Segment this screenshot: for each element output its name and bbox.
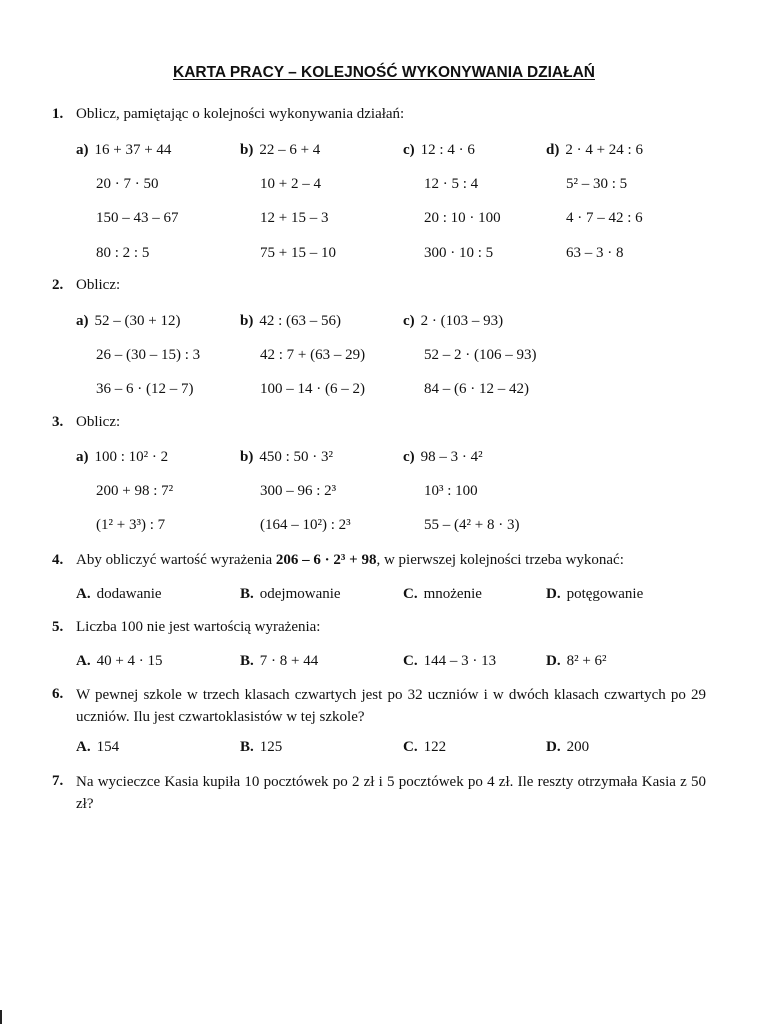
option-label: b)	[240, 313, 254, 329]
expression: 100 : 10² · 2	[94, 449, 169, 465]
option-label: a)	[76, 313, 89, 329]
expression: 2 · (103 – 93)	[420, 313, 504, 329]
expression: 36 – 6 · (12 – 7)	[96, 381, 194, 397]
expression: 300 · 10 : 5	[424, 245, 494, 261]
option-label: B.	[240, 586, 254, 602]
expression: 10 + 2 – 4	[260, 176, 321, 192]
question-number: 3.	[52, 414, 64, 430]
option-text: 40 + 4 · 15	[96, 653, 163, 669]
answer-option-b	[240, 739, 282, 756]
column-d	[546, 142, 643, 159]
option-text: 125	[259, 739, 283, 755]
option-label: A.	[76, 653, 91, 669]
column-a	[76, 313, 180, 330]
option-label: A.	[76, 739, 91, 755]
column-b	[240, 449, 333, 466]
expression: 100 – 14 · (6 – 2)	[260, 381, 365, 397]
answer-option-c	[403, 739, 446, 756]
expression: 42 : (63 – 56)	[259, 313, 342, 329]
expression: 98 – 3 · 4²	[420, 449, 483, 465]
option-text: 8² + 6²	[566, 653, 607, 669]
answer-option-c	[403, 586, 482, 603]
expression: 75 + 15 – 10	[260, 245, 336, 261]
answer-option-b	[240, 653, 318, 670]
column-a	[76, 142, 171, 159]
expression: 150 – 43 – 67	[96, 210, 179, 226]
question-text: Na wycieczce Kasia kupiła 10 pocztówek po 2 zł i 5 pocztówek po 4 zł. Ile reszty otrzymała Kasia z 50 zł?	[76, 774, 706, 812]
expression: 63 – 3 · 8	[566, 245, 624, 261]
answer-option-c	[403, 653, 496, 670]
option-label: C.	[403, 586, 418, 602]
column-c	[403, 449, 483, 466]
expression: 52 – (30 + 12)	[94, 313, 181, 329]
expression: 450 : 50 · 3²	[259, 449, 334, 465]
expression: 12 · 5 : 4	[424, 176, 479, 192]
question-text: Oblicz:	[76, 277, 121, 293]
option-label: D.	[546, 653, 561, 669]
option-label: D.	[546, 586, 561, 602]
option-label: B.	[240, 653, 254, 669]
expression: 22 – 6 + 4	[259, 142, 321, 158]
question-number: 6.	[52, 686, 64, 702]
expression: 16 + 37 + 44	[94, 142, 172, 158]
option-text: 144 – 3 · 13	[423, 653, 497, 669]
option-text: odejmowanie	[259, 586, 341, 602]
question-text-part: , w pierwszej kolejności trzeba wykonać:	[376, 552, 624, 568]
expression: 55 – (4² + 8 · 3)	[424, 517, 520, 533]
answer-option-d	[546, 739, 589, 756]
question-text: Oblicz:	[76, 414, 121, 430]
answer-option-a	[76, 586, 162, 603]
option-text: 154	[96, 739, 120, 755]
expression: (164 – 10²) : 2³	[260, 517, 351, 533]
answer-option-a	[76, 739, 119, 756]
expression: 4 · 7 – 42 : 6	[566, 210, 643, 226]
question-number: 4.	[52, 552, 64, 568]
option-label: d)	[546, 142, 560, 158]
question-text: W pewnej szkole w trzech klasach czwartych jest po 32 uczniów i w dwóch klasach czwartych po 29 uczniów. Ilu jest czwartoklasistów w tej szkole?	[76, 687, 706, 725]
option-label: C.	[403, 653, 418, 669]
expression: 26 – (30 – 15) : 3	[96, 347, 201, 363]
option-text: 7 · 8 + 44	[259, 653, 319, 669]
question-number: 1.	[52, 106, 64, 122]
option-label: D.	[546, 739, 561, 755]
expression: 20 · 7 · 50	[96, 176, 159, 192]
question-text	[76, 552, 624, 569]
option-label: b)	[240, 449, 254, 465]
worksheet-title: KARTA PRACY – KOLEJNOŚĆ WYKONYWANIA DZIAŁAŃ	[173, 64, 595, 81]
column-b	[240, 142, 320, 159]
option-text: 122	[423, 739, 447, 755]
scan-edge-mark	[0, 1010, 2, 1024]
expression: 5² – 30 : 5	[566, 176, 628, 192]
question-number: 7.	[52, 773, 64, 789]
question-number: 5.	[52, 619, 64, 635]
expression: 42 : 7 + (63 – 29)	[260, 347, 366, 363]
expression: 12 : 4 · 6	[420, 142, 475, 158]
column-a	[76, 449, 168, 466]
option-text: 200	[566, 739, 590, 755]
question-text: Oblicz, pamiętając o kolejności wykonywania działań:	[76, 106, 405, 122]
column-c	[403, 142, 475, 159]
answer-option-a	[76, 653, 163, 670]
column-b	[240, 313, 341, 330]
answer-option-d	[546, 653, 607, 670]
option-text: mnożenie	[423, 586, 482, 602]
option-label: c)	[403, 142, 415, 158]
expression: 10³ : 100	[424, 483, 478, 499]
option-label: a)	[76, 142, 89, 158]
option-label: B.	[240, 739, 254, 755]
answer-option-d	[546, 586, 643, 603]
expression: 20 : 10 · 100	[424, 210, 501, 226]
highlighted-expression: 206 – 6 · 2³ + 98	[275, 552, 377, 568]
column-c	[403, 313, 503, 330]
question-text-part: Aby obliczyć wartość wyrażenia	[76, 552, 276, 568]
expression: (1² + 3³) : 7	[96, 517, 166, 533]
question-number: 2.	[52, 277, 64, 293]
expression: 80 : 2 : 5	[96, 245, 150, 261]
option-label: b)	[240, 142, 254, 158]
option-text: potęgowanie	[566, 586, 644, 602]
option-label: C.	[403, 739, 418, 755]
question-text: Liczba 100 nie jest wartością wyrażenia:	[76, 619, 321, 635]
option-label: c)	[403, 449, 415, 465]
expression: 2 · 4 + 24 : 6	[565, 142, 643, 158]
option-label: a)	[76, 449, 89, 465]
expression: 84 – (6 · 12 – 42)	[424, 381, 529, 397]
option-label: c)	[403, 313, 415, 329]
option-label: A.	[76, 586, 91, 602]
expression: 12 + 15 – 3	[260, 210, 329, 226]
option-text: dodawanie	[96, 586, 162, 602]
answer-option-b	[240, 586, 341, 603]
expression: 200 + 98 : 7²	[96, 483, 174, 499]
expression: 300 – 96 : 2³	[260, 483, 337, 499]
expression: 52 – 2 · (106 – 93)	[424, 347, 537, 363]
